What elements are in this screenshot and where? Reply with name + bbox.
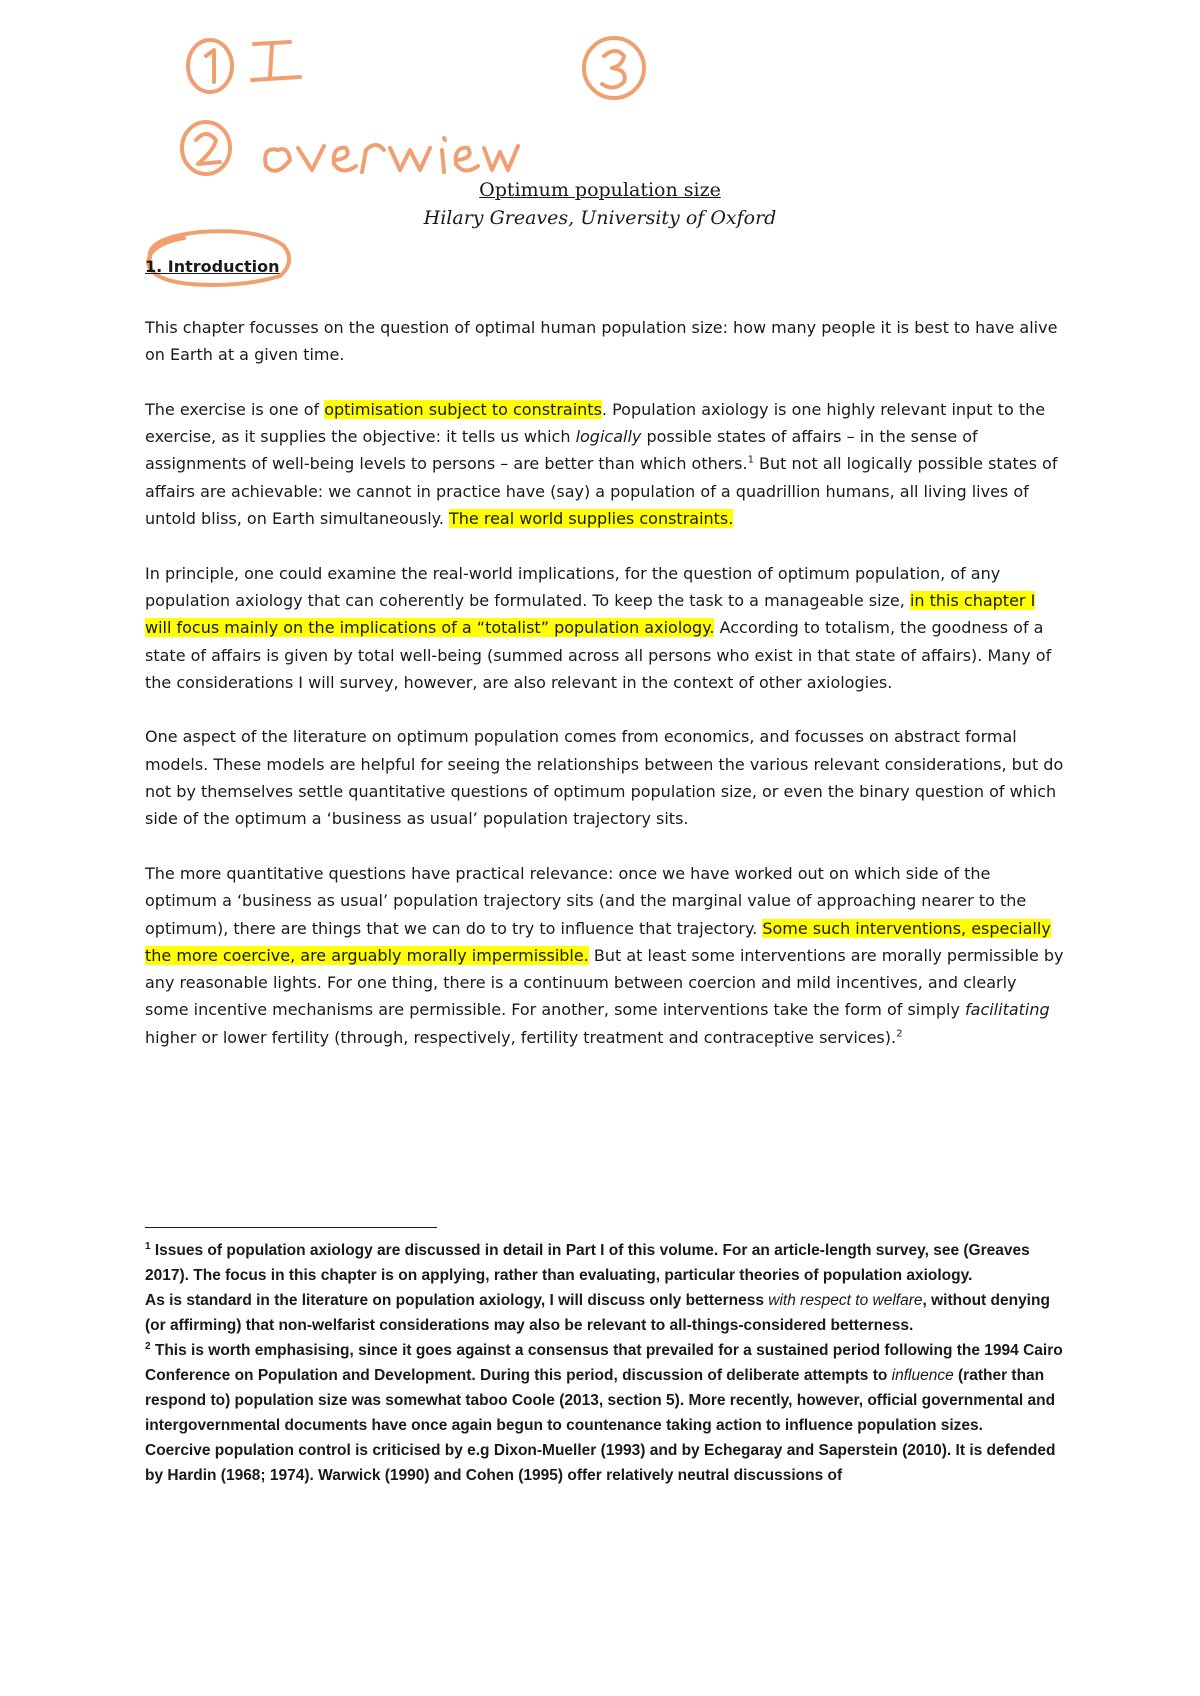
handwritten-circled-3 — [584, 38, 644, 98]
fn2b-text: Coercive population control is criticised by e.g Dixon-Mueller (1993) and by Echegaray and Saperstein (2010). It is defended by Hardin (1968; 1974). Warwick (1990) and Cohen (1995) offer relatively neutral discussions of — [145, 1442, 1056, 1484]
footnote-ref-2[interactable]: 2 — [896, 1028, 903, 1040]
body-text — [145, 314, 1065, 1078]
p3-text-a: In principle, one could examine the real-world implications, for the question of optimum population, of any population axiology that can coherently be formulated. To keep the task to a manageable size, — [145, 563, 1001, 610]
footnotes — [145, 1238, 1065, 1488]
paragraph-3 — [145, 560, 1065, 696]
handwritten-word-overview — [265, 138, 518, 172]
footnote-2-continued — [145, 1438, 1065, 1488]
fn1b-text-a: As is standard in the literature on population axiology, I will discuss only betterness — [145, 1292, 769, 1309]
paragraph-4-text: One aspect of the literature on optimum population comes from economics, and focusses on abstract formal models. These models are helpful for seeing the relationships between the various relevant considerations, but do not by themselves settle quantitative questions of optimum population size, or even the binary question of which side of the optimum a ‘business as usual’ population trajectory sits. — [145, 727, 1064, 829]
footnote-2-marker: 2 — [145, 1340, 151, 1352]
highlight-real-world: The real world supplies constraints. — [449, 509, 734, 529]
handwritten-circled-2 — [182, 122, 230, 174]
paragraph-1 — [145, 314, 1065, 369]
p2-emphasis: logically — [575, 427, 642, 447]
paragraph-5 — [145, 860, 1065, 1051]
footnote-separator — [145, 1227, 437, 1228]
p2-text-c: possible states of affairs – in the sense of assignments of well-being levels to persons – are better than which others. — [145, 427, 978, 474]
footnote-1-continued — [145, 1288, 1065, 1338]
paragraph-2 — [145, 396, 1065, 532]
fn2-text-a: This is worth emphasising, since it goes against a consensus that prevailed for a sustained period following the 1994 Cairo Conference on Population and Development. During this period, discussion of deliberate attempts to — [145, 1342, 1063, 1384]
fn1b-emphasis: with respect to welfare — [768, 1292, 923, 1309]
handwritten-annotations — [0, 0, 1200, 300]
document-title: Optimum population size — [479, 179, 721, 201]
footnote-2 — [145, 1338, 1065, 1438]
handwritten-circled-1 — [188, 40, 232, 92]
handwritten-label-1: I — [0, 0, 1, 1]
handwritten-roman-one — [252, 42, 300, 80]
footnote-1 — [145, 1238, 1065, 1288]
p5-text-b: But at least some interventions are morally permissible by any reasonable lights. For one thing, there is a continuum between coercion and mild incentives, and clearly some incentive mechanisms are permissible. For another, some interventions take the form of simply — [145, 945, 1064, 1020]
p2-text-b: . Population axiology is one highly relevant input to the exercise, as it supplies the objective: it tells us which — [145, 399, 1046, 447]
footnote-1-text: Issues of population axiology are discussed in detail in Part I of this volume. For an article-length survey, see (Greaves 2017). The focus in this chapter is on applying, rather than evaluating, particular theories of population axiology. — [145, 1242, 1030, 1284]
p3-text-b: According to totalism, the goodness of a state of affairs is given by total well-being (summed across all persons who exist in that state of affairs). Many of the considerations I will survey, however, are also relevant in the context of other axiologies. — [145, 618, 1052, 692]
paragraph-1-text: This chapter focusses on the question of optimal human population size: how many people it is best to have alive on Earth at a given time. — [145, 318, 1058, 365]
p5-emphasis: facilitating — [965, 1000, 1050, 1020]
highlight-optimisation: optimisation subject to constraints — [324, 399, 602, 419]
title-block — [0, 176, 1200, 232]
footnote-1-marker: 1 — [145, 1240, 151, 1252]
footnote-ref-1[interactable]: 1 — [747, 455, 754, 467]
fn1b-text-b: , without denying (or affirming) that non-welfarist considerations may also be relevant to all-things-considered betterness. — [145, 1292, 1050, 1334]
highlight-totalist: in this chapter I will focus mainly on the implications of a “totalist” population axiology. — [145, 590, 1036, 638]
paragraph-4 — [145, 723, 1065, 832]
p2-text-a: The exercise is one of — [145, 399, 325, 419]
p2-text-d: But not all logically possible states of affairs are achievable: we cannot in practice have (say) a population of a quadrillion humans, all living lives of untold bliss, on Earth simultaneously. — [145, 454, 1058, 529]
p5-text-a: The more quantitative questions have practical relevance: once we have worked out on which side of the optimum a ‘business as usual’ population trajectory sits (and the marginal value of approaching nearer to the optimum), there are things that we can do to try to influence that trajectory. — [145, 863, 1027, 938]
highlight-interventions: Some such interventions, especially the more coercive, are arguably morally impermissible. — [145, 918, 1051, 965]
section-heading: 1. Introduction — [145, 257, 280, 276]
document-subtitle: Hilary Greaves, University of Oxford — [423, 207, 777, 229]
fn2-emphasis: influence — [891, 1367, 954, 1384]
p5-text-c: higher or lower fertility (through, respectively, fertility treatment and contraceptive services). — [145, 1027, 897, 1047]
fn2-text-b: (rather than respond to) population size was somewhat taboo Coole (2013, section 5). More recently, however, official governmental and intergovernmental documents have once again begun to countenance taking action to influence population sizes. — [145, 1367, 1056, 1434]
